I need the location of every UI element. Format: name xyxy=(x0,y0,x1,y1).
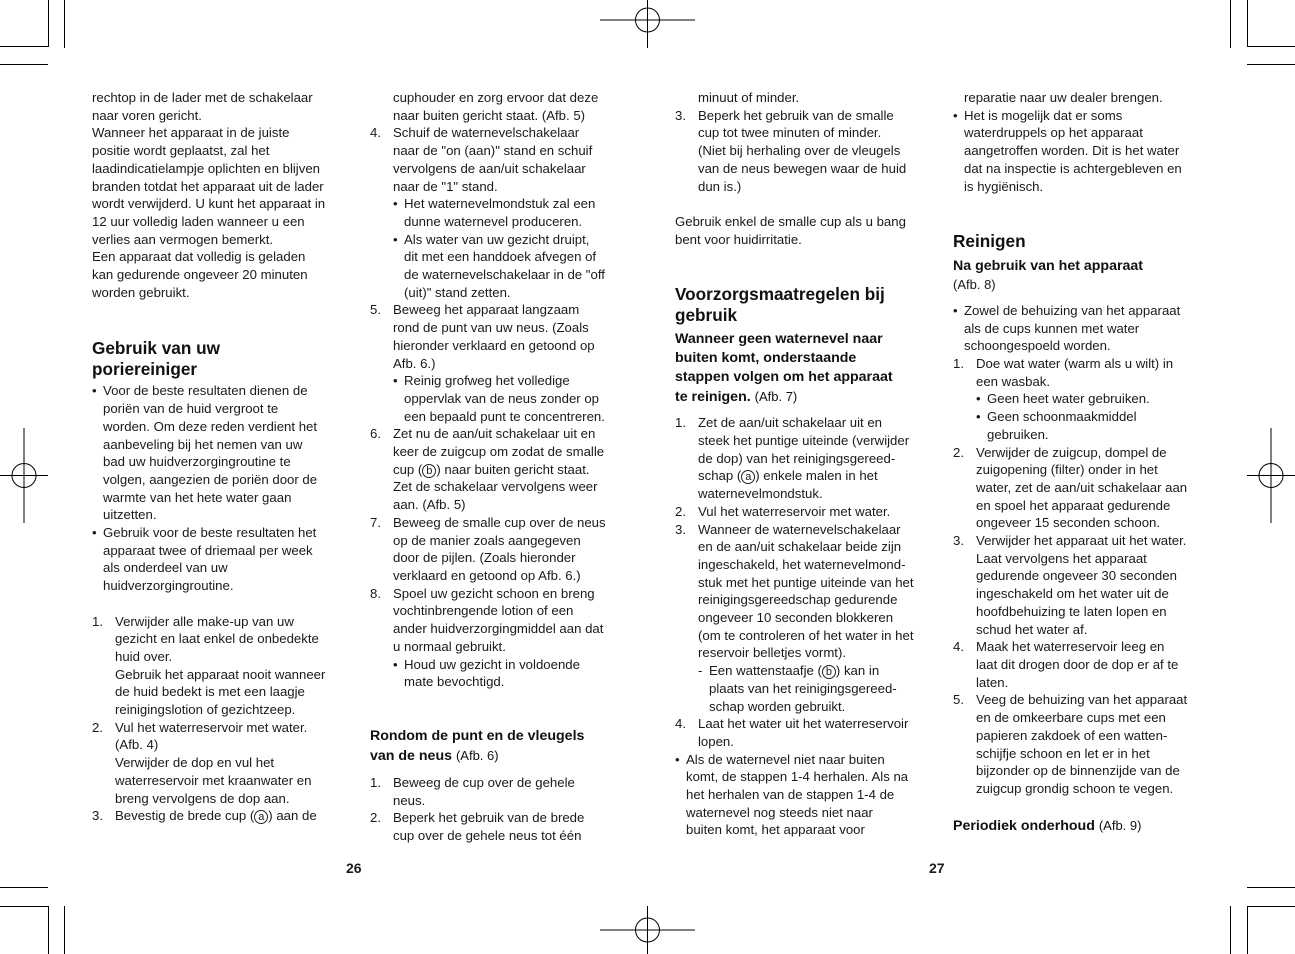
bullet-item xyxy=(976,408,1208,443)
text-line: vochtinbrengende lotion of een xyxy=(393,603,574,619)
text-line: Gebruik enkel de smalle cup als u bang xyxy=(675,213,906,229)
text-line: aangetroffen worden. Dit is het water xyxy=(964,143,1180,159)
text-line: laten. xyxy=(976,674,1009,690)
text-line: keer de zuigcup om zodat de smalle xyxy=(393,444,605,460)
text-line: water, zet de aan/uit schakelaar aan xyxy=(976,479,1188,495)
text-line: warmte van het hete water gaan xyxy=(103,489,292,505)
text-line: breng vervolgens de dop aan. xyxy=(115,790,290,806)
text-line: schoongespoeld worden. xyxy=(964,338,1111,354)
text-line: Laat vervolgens het apparaat xyxy=(976,550,1147,566)
crop-mark xyxy=(64,0,65,48)
bullet-marker: • xyxy=(953,107,958,123)
crop-mark xyxy=(1247,0,1248,47)
text-line: vervolgens de aan/uit schakelaar xyxy=(393,160,586,176)
text-line: Een apparaat dat volledig is geladen xyxy=(92,249,306,265)
step-2 xyxy=(92,719,347,808)
crop-mark xyxy=(0,46,48,47)
step-number: 4. xyxy=(675,716,686,732)
text-line: Beweeg de smalle cup over de neus xyxy=(393,514,606,530)
text-line: van de neus bewegen waar de huid xyxy=(698,160,907,176)
crop-mark xyxy=(1247,906,1295,907)
text-fragment: schap ( xyxy=(698,468,742,484)
crop-mark xyxy=(48,906,49,954)
text-line: volgen, aangezien de poriën door de xyxy=(103,471,318,487)
text-line: reservoir belletjes vormt). xyxy=(698,645,847,661)
crop-mark xyxy=(0,906,48,907)
heading-line: stappen volgen om het apparaat xyxy=(675,369,893,386)
step-number: 1. xyxy=(92,613,103,629)
crop-mark xyxy=(1230,0,1231,48)
text-line: waternevel nog steeds niet naar xyxy=(686,804,873,820)
crop-mark xyxy=(0,64,48,65)
page-number-left: 26 xyxy=(346,860,362,876)
text-line: gedurende ongeveer 30 seconden xyxy=(976,568,1177,584)
text-line: minuut of minder. xyxy=(698,90,800,105)
step-number: 2. xyxy=(675,503,686,519)
step-3 xyxy=(92,807,347,825)
registration-mark-bottom xyxy=(600,906,695,954)
heading-line: poriereiniger xyxy=(92,359,198,380)
text-line: ander huidverzorgingmiddel aan dat xyxy=(393,621,604,637)
text-line: de waternevelschakelaar in de "off xyxy=(404,267,605,283)
text-line xyxy=(698,467,930,485)
text-line: Beweeg de cup over de gehele xyxy=(393,774,575,790)
circled-a-symbol: a xyxy=(741,470,755,484)
clean-step-2 xyxy=(675,503,930,521)
text-fragment: ) naar buiten gericht staat. xyxy=(436,461,590,477)
text-line: Doe wat water (warm als u wilt) in xyxy=(976,356,1174,372)
figure-reference: (Afb. 8) xyxy=(953,277,996,293)
reinig-step-4 xyxy=(953,638,1208,691)
text-line: huidverzorgingroutine. xyxy=(103,578,234,594)
text-line: Verwijder alle make-up van uw xyxy=(115,613,294,629)
bullet-marker: • xyxy=(675,751,680,767)
text-line: Het is mogelijk dat er soms xyxy=(964,107,1123,123)
text-line: Verwijder de zuigcup, dompel de xyxy=(976,444,1167,460)
text-line: cuphouder en zorg ervoor dat deze xyxy=(393,90,599,105)
text-line: cup over de gehele neus tot één xyxy=(393,828,582,844)
text-line: buiten komt, het apparaat voor xyxy=(686,822,865,838)
text-line: Zet de schakelaar vervolgens weer xyxy=(393,479,598,495)
crop-mark xyxy=(1247,887,1295,888)
text-line: naar de "1" stand. xyxy=(393,178,498,194)
text-line: als onderdeel van uw xyxy=(103,560,228,576)
bullet-item xyxy=(92,382,347,524)
crop-mark xyxy=(1247,906,1248,954)
text-line: dat na inspectie is achtergebleven en xyxy=(964,160,1182,176)
text-line: (om te controleren of het water in het xyxy=(698,627,914,643)
text-fragment: ) enkele malen in het xyxy=(755,468,878,484)
clean-step-3 xyxy=(675,521,930,716)
text-line xyxy=(393,461,622,479)
step-number: 8. xyxy=(370,585,381,601)
text-line: rond de punt van uw neus. (Zoals xyxy=(393,320,589,336)
reinig-step-5 xyxy=(953,691,1208,797)
bullet-item xyxy=(92,524,347,595)
text-line: Vul het waterreservoir met water. xyxy=(698,503,891,519)
text-line: (Afb. 4) xyxy=(115,737,159,753)
text-line xyxy=(709,662,930,680)
registration-mark-right xyxy=(1247,428,1295,523)
crop-mark xyxy=(0,887,48,888)
text-line: Houd uw gezicht in voldoende xyxy=(404,656,580,672)
text-line: stuk met het puntige uiteinde van het xyxy=(698,574,914,590)
bullet-marker: • xyxy=(393,373,398,389)
crop-mark xyxy=(48,0,49,47)
bullet-item xyxy=(393,656,622,691)
bullet-marker: • xyxy=(393,231,398,247)
bullet-marker: • xyxy=(393,656,398,672)
continued-text xyxy=(698,89,930,107)
registration-mark-top xyxy=(600,0,695,48)
continued-text xyxy=(393,89,622,124)
text-line: Geen schoonmaakmiddel xyxy=(987,409,1137,425)
step-number: 2. xyxy=(953,444,964,460)
text-line: hieronder verklaard en getoond op xyxy=(393,337,595,353)
figure-reference: (Afb. 7) xyxy=(754,389,798,405)
heading-line: Voorzorgsmaatregelen bij xyxy=(675,284,885,305)
text-line: papieren zakdoek of een watten- xyxy=(976,727,1168,743)
text-line: waterreservoir met kraanwater en xyxy=(115,772,312,788)
crop-mark xyxy=(64,906,65,954)
text-line: een wasbak. xyxy=(976,373,1051,389)
nose-step-3 xyxy=(675,107,930,196)
bullet-marker: • xyxy=(976,391,981,407)
note-text xyxy=(675,213,930,248)
page-number-right: 27 xyxy=(929,860,945,876)
bullet-item xyxy=(393,195,622,230)
section-heading-gebruik xyxy=(92,338,347,380)
text-line: de dop) van het reinigingsgereed- xyxy=(698,450,896,466)
heading-text: Periodiek onderhoud xyxy=(953,817,1095,834)
text-line: Als de waternevel niet naar buiten xyxy=(686,751,885,767)
text-line: Reinig grofweg het volledige xyxy=(404,373,570,389)
subheading-na-gebruik: Na gebruik van het apparaat xyxy=(953,258,1144,275)
text-line: Zet de aan/uit schakelaar uit en xyxy=(698,415,883,431)
text-line: worden. Om deze reden verdient het xyxy=(103,418,318,434)
text-line: een bepaald punt te concentreren. xyxy=(404,408,605,424)
dash-marker: - xyxy=(698,663,703,679)
heading-text: te reinigen. xyxy=(675,389,751,406)
text-line: cup tot twee minuten of minder. xyxy=(698,125,882,141)
step-number: 3. xyxy=(953,533,964,549)
text-line: apparaat twee of driemaal per week xyxy=(103,542,313,558)
text-line: rechtop in de lader met de schakelaar xyxy=(92,90,313,105)
figure-reference: (Afb. 6) xyxy=(455,747,499,763)
text-line: Laat het water uit het waterreservoir xyxy=(698,716,909,732)
text-line: komt, de stappen 1-4 herhalen. Als na xyxy=(686,769,909,785)
text-line: verklaard en getoond op Afb. 6.) xyxy=(393,567,581,583)
text-line: het herhalen van de stappen 1-4 de xyxy=(686,787,895,803)
text-line: Geen heet water gebruiken. xyxy=(987,391,1150,407)
bullet-item xyxy=(393,372,622,425)
clean-step-1 xyxy=(675,414,930,503)
text-line: Wanneer de waternevelschakelaar xyxy=(698,521,901,537)
subheading-periodiek xyxy=(953,816,1208,836)
section-heading-reinigen: Reinigen xyxy=(953,231,1026,252)
step-number: 2. xyxy=(370,810,381,826)
reinig-step-3 xyxy=(953,532,1208,638)
text-line: bent voor huidirritatie. xyxy=(675,231,802,247)
text-line: op de manier zoals aangegeven xyxy=(393,532,581,548)
text-line: Beperk het gebruik van de brede xyxy=(393,810,585,826)
text-line: naar voren gericht. xyxy=(92,107,202,123)
text-line: is hygiënisch. xyxy=(964,178,1044,194)
crop-mark xyxy=(1247,46,1295,47)
text-line: als de cups kunnen met water xyxy=(964,320,1140,336)
bullet-marker: • xyxy=(92,383,97,399)
text-fragment: Bevestig de brede cup ( xyxy=(115,808,255,824)
text-line xyxy=(115,807,347,825)
bullet-marker: • xyxy=(953,302,958,318)
text-line: Voor de beste resultaten dienen de xyxy=(103,383,308,399)
text-line: verlies aan vermogen bemerkt. xyxy=(92,231,274,247)
text-line: Gebruik het apparaat nooit wanneer xyxy=(115,666,326,682)
text-line: Wanneer het apparaat in de juiste xyxy=(92,125,290,141)
text-line: zuigcup grondig schoon te vegen. xyxy=(976,780,1174,796)
step-number: 6. xyxy=(370,426,381,442)
heading-line: Gebruik van uw xyxy=(92,338,220,359)
text-fragment: cup ( xyxy=(393,461,423,477)
text-line: branden totdat het apparaat uit de lader xyxy=(92,178,324,194)
text-line: reparatie naar uw dealer brengen. xyxy=(964,90,1163,105)
text-line: Veeg de behuizing van het apparaat xyxy=(976,692,1188,708)
text-line: schijfje schoon en let er in het xyxy=(976,745,1150,761)
step-4 xyxy=(370,124,622,301)
text-line: en de aan/uit schakelaar beide zijn xyxy=(698,539,902,555)
text-line: oppervlak van de neus zonder op xyxy=(404,390,600,406)
crop-mark xyxy=(1230,906,1231,954)
registration-mark-left xyxy=(0,428,48,523)
step-number: 1. xyxy=(675,415,686,431)
step-number: 3. xyxy=(675,521,686,537)
text-line: bad uw huidverzorgingroutine te xyxy=(103,454,291,470)
text-line: hoofdbehuizing te laten lopen en xyxy=(976,603,1167,619)
text-line: ingeschakeld, het waternevelmond- xyxy=(698,556,906,572)
text-line: dit met een handdoek afvegen of xyxy=(404,249,597,265)
text-line: laadindicatielampje oplichten en blijven xyxy=(92,160,320,176)
section-heading-voorzorg xyxy=(675,284,930,326)
text-line: kan gedurende ongeveer 20 minuten xyxy=(92,267,308,283)
step-number: 7. xyxy=(370,514,381,530)
text-line: ingeschakeld om het water uit de xyxy=(976,586,1169,602)
text-line: (uit)" stand zetten. xyxy=(404,284,511,300)
step-number: 1. xyxy=(370,774,381,790)
bullet-item xyxy=(953,302,1208,355)
text-fragment: ) kan in xyxy=(835,663,880,679)
reinig-step-1 xyxy=(953,355,1208,444)
text-line: (Niet bij herhaling over de vleugels xyxy=(698,143,901,159)
circled-b-symbol: b xyxy=(422,464,436,478)
step-number: 2. xyxy=(92,719,103,735)
text-line: Afb. 6.) xyxy=(393,355,436,371)
step-number: 3. xyxy=(92,808,103,824)
text-fragment: ) aan de xyxy=(268,808,317,824)
bullet-marker: • xyxy=(976,409,981,425)
crop-mark xyxy=(1247,64,1295,65)
step-7 xyxy=(370,514,622,585)
column-1 xyxy=(92,89,347,825)
dash-item xyxy=(698,662,930,715)
nose-step-2 xyxy=(370,809,622,844)
text-line: en de omkeerbare cups met een xyxy=(976,710,1166,726)
text-line: Als water van uw gezicht druipt, xyxy=(404,231,590,247)
text-line: reinigingslotion of gezichtzeep. xyxy=(115,702,296,718)
reinig-step-2 xyxy=(953,444,1208,533)
text-fragment: Een wattenstaafje ( xyxy=(709,663,822,679)
text-line: Het waternevelmondstuk zal een xyxy=(404,196,596,212)
column-2 xyxy=(370,89,622,845)
text-line: wordt verwijderd. U kunt het apparaat in xyxy=(92,196,326,212)
step-6 xyxy=(370,425,622,514)
step-number: 5. xyxy=(953,692,964,708)
step-number: 1. xyxy=(953,356,964,372)
text-line: dunne waternevel produceren. xyxy=(404,213,583,229)
circled-a-symbol: a xyxy=(254,810,268,824)
text-line: bijzonder op de binnenzijde van de xyxy=(976,763,1180,779)
heading-line: buiten komt, onderstaande xyxy=(675,350,857,367)
text-line: huid over. xyxy=(115,648,173,664)
text-line: gebruiken. xyxy=(987,426,1049,442)
heading-text: van de neus xyxy=(370,747,453,764)
text-line: dun is.) xyxy=(698,178,742,194)
text-line: laat dit drogen door de dop er af te xyxy=(976,656,1179,672)
text-line: naar de "on (aan)" stand en schuif xyxy=(393,143,593,159)
text-line: u normaal gebruikt. xyxy=(393,638,506,654)
text-line: Verwijder de dop en vul het xyxy=(115,755,275,771)
text-line: zuigopening (filter) onder in het xyxy=(976,462,1158,478)
text-line: door de pijlen. (Zoals hieronder xyxy=(393,550,576,566)
subheading-waternevel xyxy=(675,330,930,407)
heading-line xyxy=(675,387,930,407)
text-line: plaats van het reinigingsgereed- xyxy=(709,680,897,696)
text-line: aan. (Afb. 5) xyxy=(393,497,466,513)
text-line: Beweeg het apparaat langzaam xyxy=(393,302,580,318)
text-line: poriën van de huid vergroot te xyxy=(103,401,279,417)
text-line: Spoel uw gezicht schoon en breng xyxy=(393,585,595,601)
text-line: aanbeveling bij het nemen van uw xyxy=(103,436,303,452)
text-line: Gebruik voor de beste resultaten het xyxy=(103,525,317,541)
step-8 xyxy=(370,585,622,691)
text-line: steek het puntige uiteinde (verwijder xyxy=(698,433,910,449)
text-line: en spoel het apparaat gedurende xyxy=(976,497,1171,513)
bullet-item xyxy=(675,751,930,840)
heading-line: Rondom de punt en de vleugels xyxy=(370,727,585,744)
text-line: 12 uur volledig laden wanneer u een xyxy=(92,213,305,229)
step-number: 5. xyxy=(370,302,381,318)
text-line: waternevelmondstuk. xyxy=(698,486,823,502)
step-number: 4. xyxy=(953,639,964,655)
bullet-item xyxy=(393,231,622,302)
heading-line: Wanneer geen waternevel naar xyxy=(675,331,883,348)
clean-step-4 xyxy=(675,715,930,750)
text-line: de huid bedekt is met een laagje xyxy=(115,684,305,700)
text-line: uitzetten. xyxy=(103,507,157,523)
step-5 xyxy=(370,301,622,425)
text-line: ongeveer 15 seconden schoon. xyxy=(976,515,1161,531)
text-line: schud het water af. xyxy=(976,621,1088,637)
text-line: gezicht en laat enkel de onbedekte xyxy=(115,631,319,647)
text-line: Beperk het gebruik van de smalle xyxy=(698,107,894,123)
text-line: lopen. xyxy=(698,733,734,749)
text-line: neus. xyxy=(393,792,426,808)
text-line: positie wordt geplaatst, zal het xyxy=(92,143,270,159)
bullet-marker: • xyxy=(92,525,97,541)
text-line: Verwijder het apparaat uit het water. xyxy=(976,533,1187,549)
text-line: schap worden gebruikt. xyxy=(709,698,846,714)
heading-line: gebruik xyxy=(675,305,738,326)
step-number: 4. xyxy=(370,125,381,141)
text-line: Zowel de behuizing van het apparaat xyxy=(964,302,1181,318)
bullet-item xyxy=(976,390,1208,408)
step-number: 3. xyxy=(675,107,686,123)
text-line: Maak het waterreservoir leeg en xyxy=(976,639,1165,655)
section-heading-neus xyxy=(370,727,622,766)
column-4 xyxy=(953,89,1208,836)
circled-b-symbol: b xyxy=(822,665,836,679)
nose-step-1 xyxy=(370,774,622,809)
bullet-item xyxy=(953,107,1208,196)
text-line: reinigingsgereedschap gedurende xyxy=(698,592,898,608)
continued-text xyxy=(953,89,1208,107)
step-1 xyxy=(92,613,347,719)
text-line: waterdruppels op het apparaat xyxy=(964,125,1143,141)
text-line: worden gebruikt. xyxy=(92,284,190,300)
heading-line xyxy=(370,746,622,766)
text-line: ongeveer 10 seconden blokkeren xyxy=(698,610,894,626)
text-line: Schuif de waternevelschakelaar xyxy=(393,125,580,141)
figure-reference: (Afb. 9) xyxy=(1098,817,1142,833)
text-line: mate bevochtigd. xyxy=(404,674,505,690)
bullet-marker: • xyxy=(393,196,398,212)
text-line: Zet nu de aan/uit schakelaar uit en xyxy=(393,426,596,442)
text-line: Vul het waterreservoir met water. xyxy=(115,719,308,735)
text-line: naar buiten gericht staat. (Afb. 5) xyxy=(393,107,586,123)
column-3 xyxy=(675,89,930,839)
intro-text xyxy=(92,89,347,301)
